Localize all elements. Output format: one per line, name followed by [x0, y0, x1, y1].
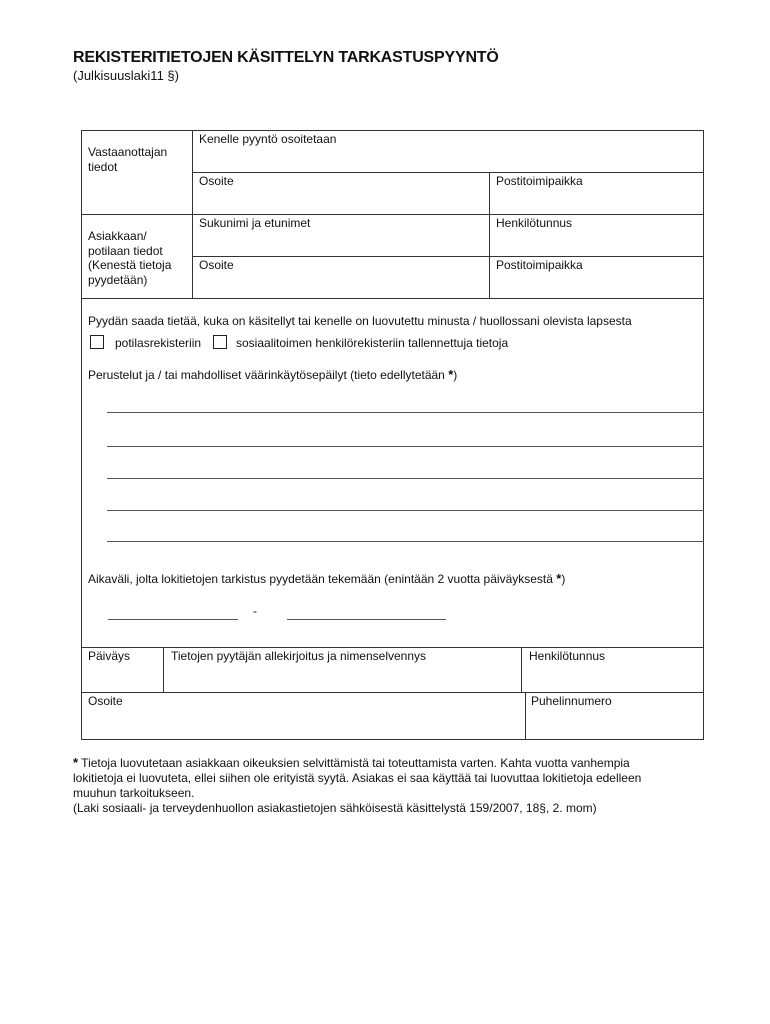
reasons-line-3[interactable] — [107, 478, 704, 479]
recipient-postal-field[interactable]: Postitoimipaikka — [496, 174, 583, 188]
footnote-line: lokitietoja ei luovuteta, ellei siihen ole erityistä syytä. Asiakas ei saa käyttää tai luovuttaa lokitietoja edelleen — [73, 771, 642, 785]
section-divider — [81, 214, 704, 215]
client-name-field[interactable]: Sukunimi ja etunimet — [199, 216, 311, 230]
form-subtitle: (Julkisuuslaki11 §) — [73, 68, 179, 83]
column-divider — [525, 692, 526, 739]
period-label-close: ) — [561, 572, 566, 586]
section-divider — [81, 647, 704, 648]
social-register-label: sosiaalitoimen henkilörekisteriin tallennettuja tietoja — [236, 336, 509, 350]
requester-phone-field[interactable]: Puhelinnumero — [531, 694, 612, 708]
form-title: REKISTERITIETOJEN KÄSITTELYN TARKASTUSPYYNTÖ — [73, 49, 499, 66]
required-star: * — [448, 367, 454, 382]
column-divider — [521, 647, 522, 692]
row-divider — [192, 256, 704, 257]
footnote — [73, 755, 713, 816]
section-divider — [81, 298, 704, 299]
reasons-line-2[interactable] — [107, 446, 704, 447]
table-border-top — [81, 130, 704, 131]
period-label — [88, 572, 565, 587]
column-divider — [489, 214, 490, 298]
recipient-label-line: Vastaanottajan — [88, 145, 168, 159]
client-address-field[interactable]: Osoite — [199, 258, 234, 272]
footnote-star: * — [73, 755, 79, 770]
date-field[interactable]: Päiväys — [88, 649, 131, 663]
reasons-line-1[interactable] — [107, 412, 704, 413]
social-register-checkbox[interactable] — [213, 335, 227, 349]
row-divider — [192, 172, 704, 173]
recipient-address-field[interactable]: Osoite — [199, 174, 234, 188]
client-postal-field[interactable]: Postitoimipaikka — [496, 258, 583, 272]
reasons-label-close: ) — [453, 368, 458, 382]
period-start-field[interactable] — [108, 619, 238, 620]
requester-address-field[interactable]: Osoite — [88, 694, 123, 708]
requester-id-field[interactable]: Henkilötunnus — [529, 649, 606, 663]
patient-register-label: potilasrekisteriin — [115, 336, 202, 350]
client-label-line: (Kenestä tietoja — [88, 258, 172, 272]
client-label-line: pyydetään) — [88, 272, 148, 287]
client-id-field[interactable]: Henkilötunnus — [496, 216, 573, 230]
period-dash: - — [253, 604, 257, 618]
table-border-bottom — [81, 739, 704, 740]
client-label-line: Asiakkaan/ — [88, 229, 147, 243]
reasons-label-text: Perustelut ja / tai mahdolliset väärinkäytösepäilyt (tieto edellytetään — [88, 368, 449, 382]
reasons-label — [88, 368, 457, 383]
row-divider — [81, 692, 704, 693]
column-divider — [489, 172, 490, 214]
client-label — [88, 229, 171, 287]
request-intro: Pyydän saada tietää, kuka on käsitellyt tai kenelle on luovutettu minusta / huollossani olevista lapsesta — [88, 314, 632, 328]
column-divider — [192, 130, 193, 298]
reasons-line-5[interactable] — [107, 541, 704, 542]
reasons-line-4[interactable] — [107, 510, 704, 511]
client-label-line: potilaan tiedot — [88, 243, 163, 258]
column-divider — [163, 647, 164, 692]
footnote-line: muuhun tarkoitukseen. — [73, 786, 195, 800]
footnote-line — [73, 755, 713, 771]
signature-field[interactable]: Tietojen pyytäjän allekirjoitus ja nimenselvennys — [171, 649, 427, 663]
footnote-text: Tietoja luovutetaan asiakkaan oikeuksien selvittämistä tai toteuttamista varten. Kahta vuotta vanhempia — [78, 756, 630, 770]
recipient-label-line: tiedot — [88, 159, 118, 174]
period-end-field[interactable] — [287, 619, 446, 620]
patient-register-checkbox[interactable] — [90, 335, 104, 349]
recipient-to-whom-field[interactable]: Kenelle pyyntö osoitetaan — [199, 132, 337, 146]
footnote-law-reference: (Laki sosiaali- ja terveydenhuollon asiakastietojen sähköisestä käsittelystä 159/2007, 18§, 2. mom) — [73, 801, 597, 815]
required-star: * — [556, 571, 562, 586]
recipient-label — [88, 145, 167, 174]
period-label-text: Aikaväli, jolta lokitietojen tarkistus pyydetään tekemään (enintään 2 vuotta päiväyksestä — [88, 572, 557, 586]
